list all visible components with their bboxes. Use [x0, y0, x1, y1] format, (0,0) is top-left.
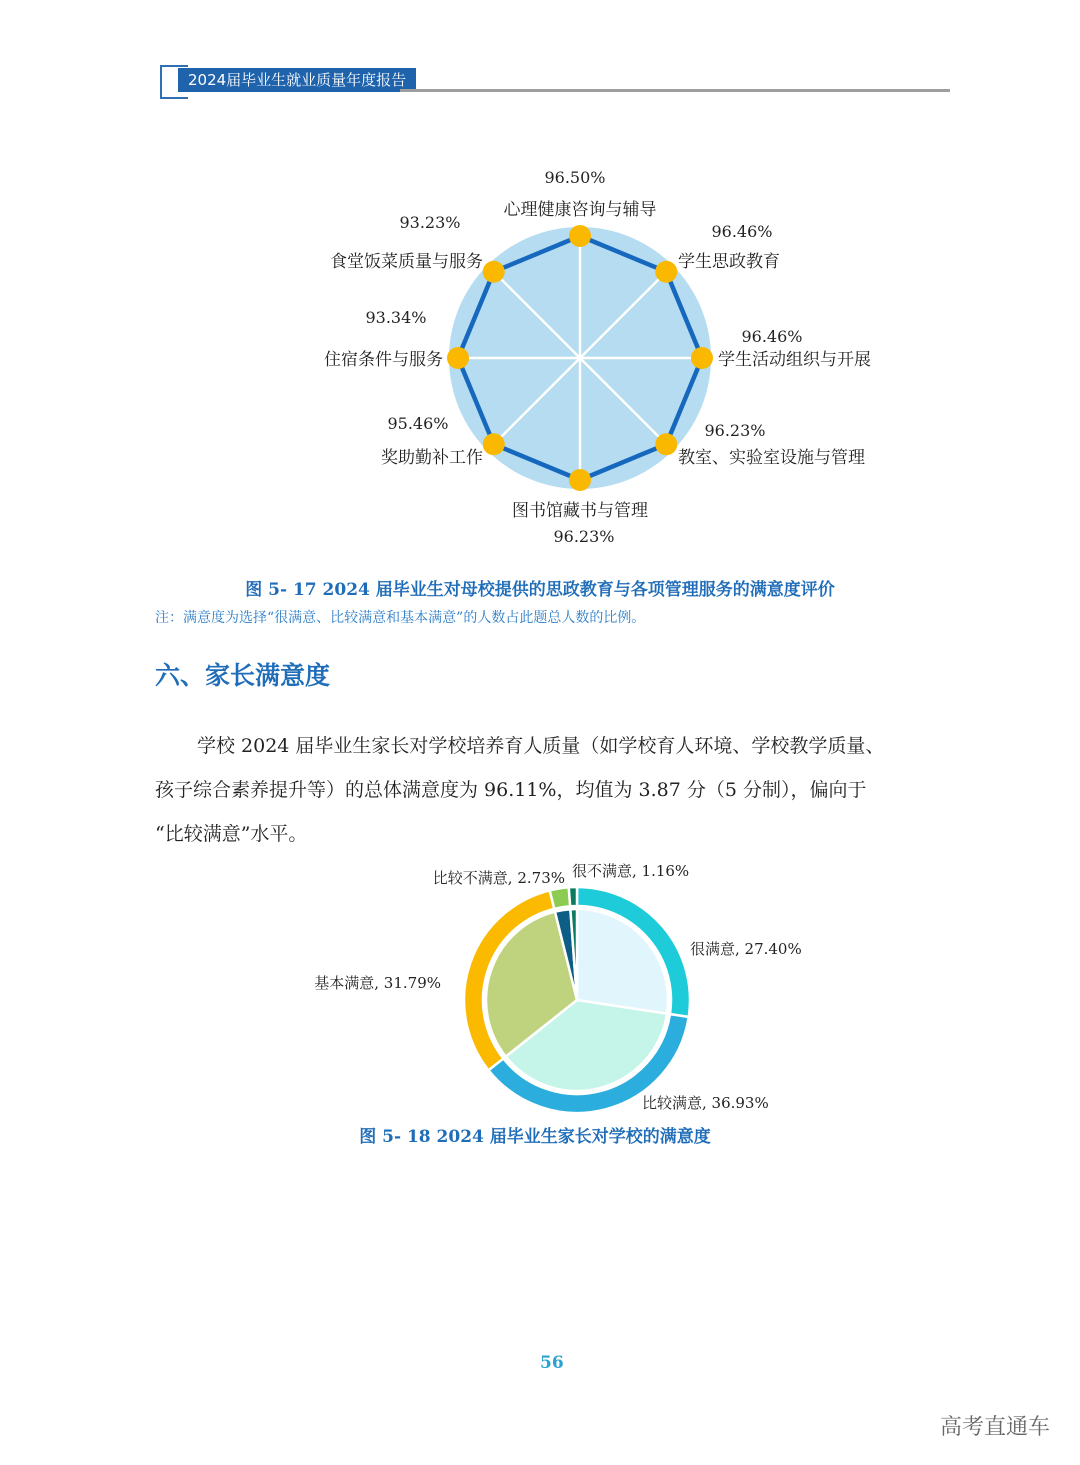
radar-chart: [324, 168, 871, 546]
pie-slice-label: 比较满意, 36.93%: [642, 1094, 769, 1112]
radar-value-label: 93.34%: [365, 308, 427, 327]
radar-data-point: [483, 433, 505, 455]
radar-value-label: 95.46%: [387, 414, 449, 433]
page-number: 56: [540, 1353, 564, 1373]
figure-5-17-note: 注：满意度为选择“很满意、比较满意和基本满意”的人数占此题总人数的比例。: [155, 610, 646, 626]
radar-value-label: 96.46%: [711, 222, 773, 241]
radar-data-point: [655, 261, 677, 283]
pie-outer-ring-segment: [550, 887, 570, 908]
radar-data-point: [691, 347, 713, 369]
pie-slice-label: 比较不满意, 2.73%: [432, 869, 565, 887]
radar-value-label: 93.23%: [399, 213, 461, 232]
pie-slice-label: 基本满意, 31.79%: [314, 974, 441, 992]
pie-slice-label: 很满意, 27.40%: [690, 940, 802, 958]
figure-5-17-caption: 图 5- 17 2024 届毕业生对母校提供的思政教育与各项管理服务的满意度评价: [245, 580, 835, 600]
radar-data-point: [569, 469, 591, 491]
radar-category-label: 心理健康咨询与辅导: [503, 200, 657, 220]
radar-data-point: [483, 261, 505, 283]
pie-outer-ring-segment: [569, 887, 577, 906]
radar-data-point: [447, 347, 469, 369]
radar-value-label: 96.23%: [553, 527, 615, 546]
section-title: 六、家长满意度: [155, 661, 331, 690]
radar-category-label: 教室、实验室设施与管理: [678, 448, 865, 468]
radar-value-label: 96.50%: [544, 168, 606, 187]
paragraph-line-2: 孩子综合素养提升等）的总体满意度为 96.11%，均值为 3.87 分（5 分制），偏向于: [155, 779, 867, 801]
watermark: 高考直通车: [940, 1415, 1051, 1440]
pie-chart: [314, 862, 801, 1113]
radar-category-label: 图书馆藏书与管理: [512, 501, 648, 521]
paragraph-line-3: “比较满意”水平。: [155, 823, 308, 845]
radar-category-label: 食堂饭菜质量与服务: [330, 252, 483, 272]
body-paragraph: [155, 724, 975, 856]
figure-5-18-caption: 图 5- 18 2024 届毕业生家长对学校的满意度: [359, 1127, 711, 1147]
paragraph-line-1: 学校 2024 届毕业生家长对学校培养育人质量（如学校育人环境、学校教学质量、: [197, 735, 885, 757]
radar-data-point: [655, 433, 677, 455]
radar-category-label: 学生活动组织与开展: [718, 350, 871, 370]
radar-data-point: [569, 225, 591, 247]
radar-category-label: 奖助勤补工作: [381, 448, 483, 468]
radar-category-label: 学生思政教育: [678, 252, 780, 272]
radar-value-label: 96.46%: [741, 327, 803, 346]
pie-slice-label: 很不满意, 1.16%: [572, 862, 690, 880]
radar-category-label: 住宿条件与服务: [324, 350, 443, 370]
report-title: 2024届毕业生就业质量年度报告: [178, 68, 416, 92]
radar-value-label: 96.23%: [704, 421, 766, 440]
